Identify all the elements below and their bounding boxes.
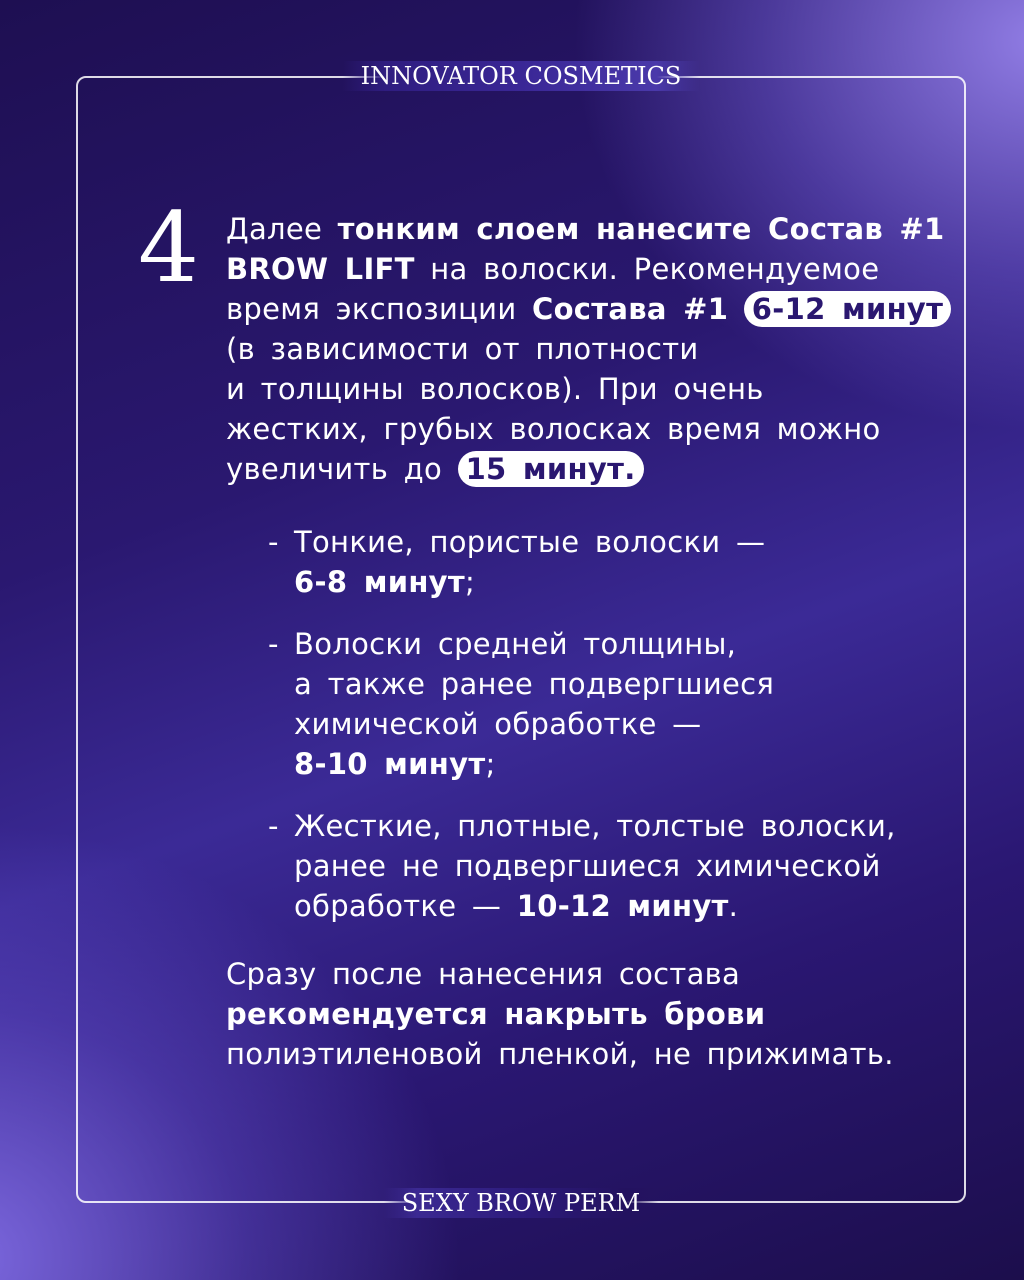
step-line-1-bold: тонким слоем нанесите Состав #1 [337,212,945,246]
bullet-dash: - [268,627,279,661]
bullet-line: Жесткие, плотные, толстые волоски, [294,809,896,843]
final-line-2: рекомендуется накрыть брови [226,997,766,1031]
bullet-punct: ; [485,747,496,781]
step-line-2-text: на волоски. Рекомендуемое [414,252,880,286]
bullet-text: обработке — [294,889,517,923]
step-line-2 [226,249,916,289]
final-note [226,954,916,1074]
step-line-1 [226,209,945,249]
bullet-line [294,562,908,602]
step-line-6: жестких, грубых волосках время можно [226,412,881,446]
step-line-3-bold: Состава #1 [531,292,729,326]
bullet-line: а также ранее подвергшиеся [294,667,775,701]
max-time-badge: 15 минут. [458,451,644,487]
bullet-time: 10-12 минут [516,889,729,923]
bullet-line: химической обработке — [294,707,702,741]
bullet-time: 8-10 минут [294,747,486,781]
list-item [268,624,908,784]
bullet-punct: . [728,889,739,923]
step-line-3 [226,289,944,329]
list-item [268,522,908,602]
bullet-line: Тонкие, пористые волоски — [294,525,766,559]
bullet-line [294,744,908,784]
step-line-7 [226,449,916,489]
step-line-4: (в зависимости от плотности [226,332,699,366]
brand-label-top: INNOVATOR COSMETICS [343,61,700,91]
bullet-time: 6-8 минут [294,565,465,599]
step-line-5: и толщины волосков). При очень [226,372,764,406]
bullet-dash: - [268,525,279,559]
bullet-punct: ; [464,565,476,599]
bullet-line: Волоски средней толщины, [294,627,737,661]
step-number: 4 [138,192,200,304]
bullet-line: ранее не подвергшиеся химической [294,849,881,883]
exposure-time-badge: 6-12 минут [744,291,951,327]
step-line-7-text: увеличить до [226,452,458,486]
step-line-2-bold: BROW LIFT [226,252,415,286]
final-line-3: полиэтиленовой пленкой, не прижимать. [226,1037,894,1071]
list-item [268,806,908,926]
hair-type-list [268,522,908,948]
step-line-1-text: Далее [226,212,338,246]
final-line-1: Сразу после нанесения состава [226,957,741,991]
bullet-line [294,886,908,926]
brand-label-bottom: SEXY BROW PERM [384,1188,659,1218]
step-description [226,209,945,489]
step-line-3-text: время экспозиции [226,292,532,326]
bullet-dash: - [268,809,279,843]
